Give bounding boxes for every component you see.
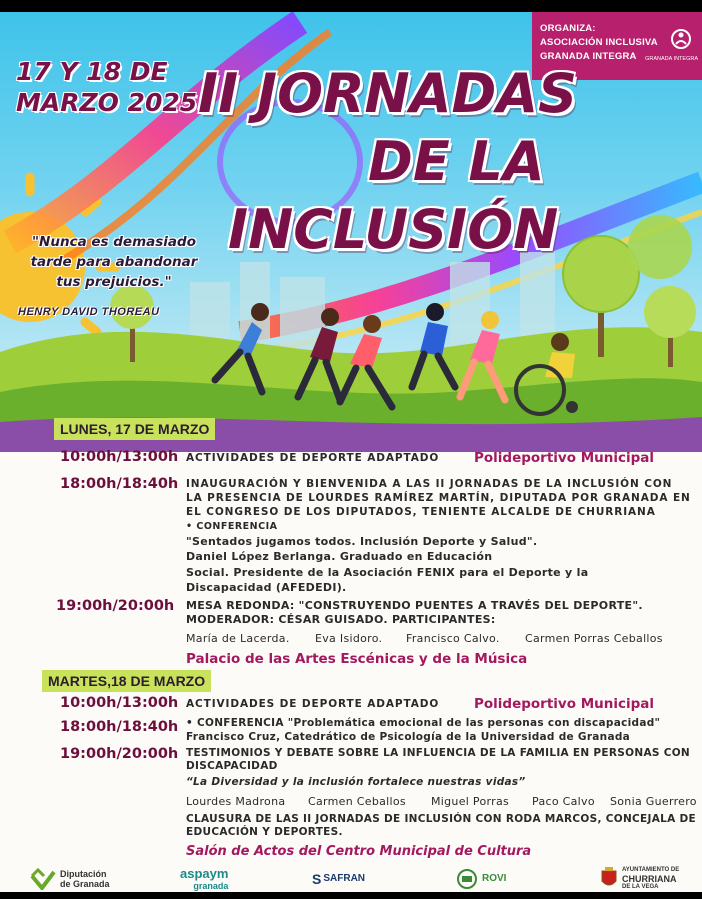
day1-speaker-line2: Social. Presidente de la Asociación FENIX para el Deporte y la: [186, 566, 589, 579]
participant-name: Eva Isidoro.: [315, 632, 383, 645]
day1-event2-line3: EL CONGRESO DE LOS DIPUTADOS, TENIENTE ALCALDE DE CHURRIANA: [186, 506, 656, 518]
quote-line1: "Nunca es demasiado: [32, 234, 196, 250]
day1-event2-line1: INAUGURACIÓN Y BIENVENIDA A LAS II JORNADAS DE LA INCLUSIÓN CON: [186, 478, 673, 490]
quote: [14, 232, 214, 292]
day2-conference-line2: Francisco Cruz, Catedrático de Psicología de la Universidad de Granada: [186, 731, 631, 743]
event-dates: [16, 56, 197, 118]
day1-conference-title: "Sentados jugamos todos. Inclusión Deporte y Salud".: [186, 535, 538, 548]
aspaym-line1: aspaym: [180, 866, 229, 881]
day2-quote: “La Diversidad y la inclusión fortalece nuestras vidas”: [186, 776, 526, 788]
quote-line3: tus prejuicios.": [56, 274, 172, 290]
day2-conference-line1: • CONFERENCIA "Problemática emocional de las personas con discapacidad": [186, 717, 661, 729]
day1-event3-line2: MODERADOR: CÉSAR GUISADO. PARTICIPANTES:: [186, 613, 496, 626]
day1-event1-time: 10:00h/13:00h: [60, 449, 179, 465]
hero-banner: [0, 12, 702, 452]
day1-conference-bullet: • CONFERENCIA: [186, 521, 278, 532]
churriana-line3: DE LA VEGA: [622, 884, 659, 890]
day2-event3-line2: DISCAPACIDAD: [186, 760, 278, 772]
participant-name: Sonia Guerrero: [610, 795, 697, 808]
day1-event3-time: 19:00h/20:00h: [56, 598, 175, 614]
day2-event1-text: ACTIVIDADES DE DEPORTE ADAPTADO: [186, 698, 440, 710]
churriana-line1: AYUNTAMIENTO DE: [622, 867, 680, 873]
poster: [0, 12, 702, 892]
diputacion-line1: Diputación: [60, 869, 107, 879]
diputacion-logo-icon: [30, 868, 56, 890]
day2-event3-line1: TESTIMONIOS Y DEBATE SOBRE LA INFLUENCIA DE LA FAMILIA EN PERSONAS CON: [186, 747, 691, 759]
rovi-logo-icon: [455, 868, 479, 890]
sponsor-diputacion: [30, 866, 110, 892]
rovi-text: ROVI: [482, 873, 507, 884]
sponsor-safran: [312, 866, 365, 892]
day1-venue: Palacio de las Artes Escénicas y de la Música: [186, 651, 528, 667]
organizer-name-line2: GRANADA INTEGRA: [540, 51, 637, 62]
churriana-line2: CHURRIANA: [622, 874, 677, 884]
day2-event1-time: 10:00h/13:00h: [60, 695, 179, 711]
aspaym-line2: granada: [193, 881, 229, 891]
participant-name: Francisco Calvo.: [406, 632, 500, 645]
sponsor-aspaym: [180, 866, 228, 892]
day1-speaker-line1: Daniel López Berlanga. Graduado en Educación: [186, 550, 493, 563]
day1-event1-venue: Polideportivo Municipal: [474, 450, 655, 466]
sponsor-churriana: [600, 866, 679, 892]
quote-author: HENRY DAVID THOREAU: [18, 306, 160, 318]
safran-logo-icon: S: [312, 871, 322, 887]
safran-text: SAFRAN: [323, 873, 366, 884]
organizer-name-line1: ASOCIACIÓN INCLUSIVA: [540, 37, 658, 48]
participant-name: María de Lacerda.: [186, 632, 290, 645]
diputacion-line2: de Granada: [60, 879, 110, 889]
day2-label: MARTES,18 DE MARZO: [42, 670, 211, 692]
participant-name: Carmen Porras Ceballos: [525, 632, 663, 645]
title-line2: DE LA: [368, 130, 545, 193]
day1-event2-time: 18:00h/18:40h: [60, 476, 179, 492]
organizer-logo-text: GRANADA INTEGRA: [645, 56, 698, 62]
day1-event3-line1: MESA REDONDA: "CONSTRUYENDO PUENTES A TRAVÉS DEL DEPORTE".: [186, 599, 643, 612]
organizer-label: ORGANIZA:: [540, 23, 596, 34]
day2-event3-time: 19:00h/20:00h: [60, 746, 179, 762]
participant-name: Miguel Porras: [431, 795, 510, 808]
day2-event2-time: 18:00h/18:40h: [60, 719, 179, 735]
quote-line2: tarde para abandonar: [30, 254, 198, 270]
day2-venue: Salón de Actos del Centro Municipal de Cultura: [186, 844, 532, 859]
day2-closing-line1: CLAUSURA DE LAS II JORNADAS DE INCLUSIÓN CON RODA MARCOS, CONCEJALA DE: [186, 813, 697, 825]
participant-name: Paco Calvo: [532, 795, 595, 808]
day1-event1-text: ACTIVIDADES DE DEPORTE ADAPTADO: [186, 452, 440, 464]
granada-integra-logo-icon: [670, 28, 692, 50]
title-line1: II JORNADAS: [198, 62, 578, 125]
day1-speaker-line3: Discapacidad (AFEDEDI).: [186, 581, 347, 594]
day1-event2-line2: LA PRESENCIA DE LOURDES RAMÍREZ MARTÍN, DIPUTADA POR GRANADA EN: [186, 492, 691, 504]
churriana-coat-of-arms-icon: [600, 867, 618, 891]
sponsor-rovi: [455, 866, 506, 892]
title-line3: INCLUSIÓN: [228, 198, 559, 261]
dates-line1: 17 Y 18 DE: [16, 57, 168, 86]
participant-name: Carmen Ceballos: [308, 795, 406, 808]
day1-label: LUNES, 17 DE MARZO: [54, 418, 215, 440]
dates-line2: MARZO 2025: [16, 88, 198, 117]
day2-event1-venue: Polideportivo Municipal: [474, 696, 655, 712]
sponsor-logos: [0, 862, 702, 892]
day2-closing-line2: EDUCACIÓN Y DEPORTES.: [186, 826, 343, 838]
participant-name: Lourdes Madrona: [186, 795, 286, 808]
